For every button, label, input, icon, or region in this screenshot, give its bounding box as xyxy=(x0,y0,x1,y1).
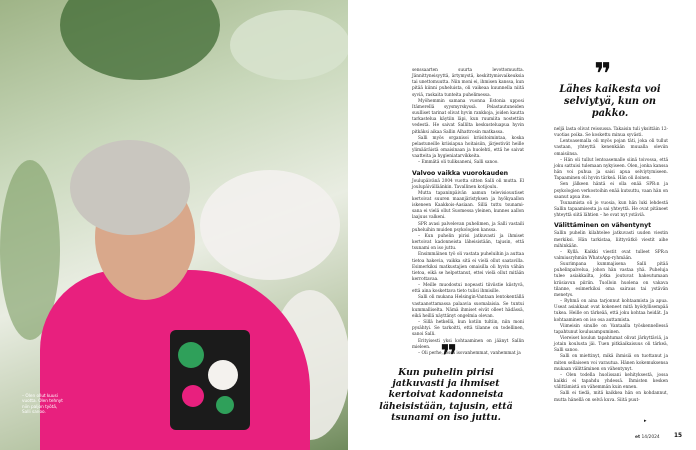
paragraph: – Hän oli tullut lentoasemalle siinä toivossa, että joku sattuisi tulemaan nykyiseen. Olen, jonka kanssa hän voi puhua ja saisi apua selviytymiseen. Tapaaminen oli hyvin tärkeä. Hän oli iloinen. xyxy=(554,157,668,182)
photo-caption: – Olen ollut kuusi vuotta. Olen tehnyt niin paljon työtä, Salli sanoo. xyxy=(22,393,63,415)
paragraph: senssaarten suurta levottomuutta. Jännittyneisyyttä, ärtymystä, keskittymisvaikeuksia tai unettomuutta. Niin moni ei, ihmisen kanssa, kun pitää kiinni puheluista, oli vaikeaa kuunnella niitä syviä, raskaita tunteita puhelimessa. xyxy=(412,68,524,98)
paragraph: Sen jälkeen häntä ei olla enää SPR:n ja psykologien verkostoihin enää kutsuttu, vaan hän on saanut apua itse. xyxy=(554,182,668,200)
paragraph: neljä lasta olivat reissussa. Takaisin tuli yksittäin 12-vuotias poika. Se koskettu minua syvästi. xyxy=(554,127,668,139)
paragraph: – Olen todella huolissani kehityksestä, jossa kaikki ei tapahdu yhdessä. Ihmisten kesken välittämistä on vähemmän kuin ennen. xyxy=(554,372,668,391)
foliage xyxy=(60,0,220,80)
section-heading: Välittäminen on vähentynyt xyxy=(554,222,652,230)
paragraph: SPR avasi palvelevan puhelimen, ja Salli vastaili puheluihin muiden psykologien kanssa. xyxy=(412,221,524,233)
paragraph: Myöhemmin samana vuonna Estonia upposi Itämerellä syysmyrskyssä. Pelastautuneiden suulliset tarinat olivat hyvin rankkoja, joiden kautta tarkastelua käytiin läpi, kun ruumiita nostettiin vedestä. He saivat Sallilta keskusteluapua hyvin pitkäksi aikaa Sallin Alhattrosin matkassa. xyxy=(412,98,524,135)
paragraph: Salli myös organisoi kriisitoimintaa, koska pelastuneille kriisiapua hoitaisiin, järjestivät heille ylimääräistä omaisinaan ja huolehti, että he saivat vaatteita ja hygieniatarvikkeita. xyxy=(412,135,524,160)
hair xyxy=(70,140,190,235)
paragraph: Salli on miettinyt, mikä ihmisiä on tuottanut ja miten sellaiseen voi varautua. Hänen kokemuksensa mukaan välittäminen on vähentynyt. xyxy=(554,354,668,372)
paragraph: Ensimmäinen työ oli vastata puheluihin ja auttaa tietoa hakevia, vaikka sitä ei vielä ollut saatavilla. Esimerkiksi matkustajien omaisilla oli hyvin vähän tietoa, eikä se helpottanut, ettei vielä ollut mitään kerrottavaa. xyxy=(412,252,524,282)
page-number: 15 xyxy=(674,433,683,439)
paragraph: Suurimpana kummajisena Salli pitää puhelinpalvelua, johon hän vastaa yhä. Puheluja tulee asiakkailta, jotka joutuvat hakeutumaan kriisiavun piiriin. Tuolloin huolena on vakava tilanne, esimerkiksi oma sairaus tai ystävän menetys. xyxy=(554,262,668,298)
paragraph: Salli ei tiedä, mitä kaikkea hän on kohdannut, mutta hänellä on selvä kuva. Siitä puut- xyxy=(554,391,668,403)
paragraph: Viereiset koulun tapahtumat olivat järkyttäviä, ja jotain koulusta jäi. Tuen pitkäaikaisuus oli tärkeä, Salli sanoo. xyxy=(554,336,668,354)
paragraph: Salli oli mukana Helsingin-Vantaan lentokentällä vastaanottamassa palaavia suomalaisia. Se tuntui kummalliselta. Nämä ihmiset eivät olleet hädässä, eikä heillä näyttänyt ongelmia olevan. xyxy=(412,295,524,319)
pull-quote: Kun puhelin pirisi jatkuvasti ja ihmiset kertoivat kadonneista läheisistään, tajusin, että tsunami on iso juttu. xyxy=(379,367,513,423)
shirt-print xyxy=(170,330,250,430)
magazine-name: et xyxy=(635,435,641,440)
paragraph: Tsunamista oli jo vuosia, kun hän luki lehdestä Sallin tapaamisesta ja sai yhteyttä. He ovat pitäneet yhteyttä siitä lähtien – he ovat nyt ystäviä. xyxy=(554,200,668,219)
article-column-2 xyxy=(554,127,668,404)
paragraph: Joulupäivänä 2004 vuotta sitten Salli oli mutta. El joulupäivälläänkin. Tavallinen kotijoulu. xyxy=(412,178,524,190)
paragraph: Erityisesti yksi kohtaaminen on jäänyt Sallin mieleen. xyxy=(412,338,524,350)
pull-quote: Lähes kaikesta voi selviytyä, kun on pakko. xyxy=(559,84,661,119)
paragraph: – Ryhmä on aina tarjonnut kohtaamista ja apua. Useat asiakkaat ovat kokeneet mitä hyödyllisempää tukea. Heille on tärkeää, että joku kohtaa heidät. Ja kohtaaminen on iso osa auttamista. xyxy=(554,299,668,323)
section-heading: Valvoo vaikka vuorokauden xyxy=(412,169,509,177)
quote-mark-icon: ❞ xyxy=(440,339,458,374)
paragraph: – Oli perhe, jossa isovanhemmat, vanhemmat ja xyxy=(418,350,521,356)
foliage xyxy=(230,10,348,80)
paragraph: – Kun puhelin pirisi jatkuvasti ja ihmiset kertoivat kadonneista läheisistään, tajusin, että tsunami on iso juttu. xyxy=(412,233,524,252)
paragraph: Lentoasemalla oli myös pojan täti, joka oli tullut vastaan, yhteyttä kenenkään muualla oleviin omaisiinsa. xyxy=(554,139,668,157)
end-mark-icon: ▸ xyxy=(644,418,647,424)
paragraph: Mutta tapaninpäivän aamun televisiouutiset kertoivat suuren maanjäristyksen ja hyökyaallon iskeneen Kaakkois-Aasiaan. Sillä tuttu tsunami-sana ei vielä ollut Suomessa yleinen, kunnes aallon laajuus valkeni. xyxy=(412,190,524,221)
paragraph: Sallin puhelin kilahtelee jatkuvasti uuden viestin merkiksi. Hän tarkistaa, liittyvätkö viestit aihe mihinkään. xyxy=(554,231,668,249)
quote-mark-icon: ❞ xyxy=(594,57,612,92)
page-footer xyxy=(635,435,660,440)
paragraph: – Sillä hetkellä, kun kotiin tultiin, niin moni pysähtyi. Se tarkoitti, että tilanne on todellinen, sanoi Salli. xyxy=(412,320,524,338)
lilac-flowers xyxy=(200,170,340,280)
paragraph: – Emmätä oli tuliksaneni, Salli sanoo. xyxy=(418,160,499,166)
paragraph: Viimeisin sinulle on Vantaalla työskennellessä tapahtunut koulusampuminen. xyxy=(554,323,668,335)
article-column-1 xyxy=(412,68,524,357)
paragraph: – Kyllä. Kaikki viestit ovat tulleet SPR:n valmiusryhmän WhatsApp-ryhmään. xyxy=(554,249,668,261)
article-page xyxy=(348,0,696,450)
issue-number: 14/2024 xyxy=(641,435,660,440)
paragraph: – Meille muodostui nopeasti tiiviistie kiistyvä, että aina koskettava tieto tulisi ihmisille. xyxy=(412,283,524,295)
